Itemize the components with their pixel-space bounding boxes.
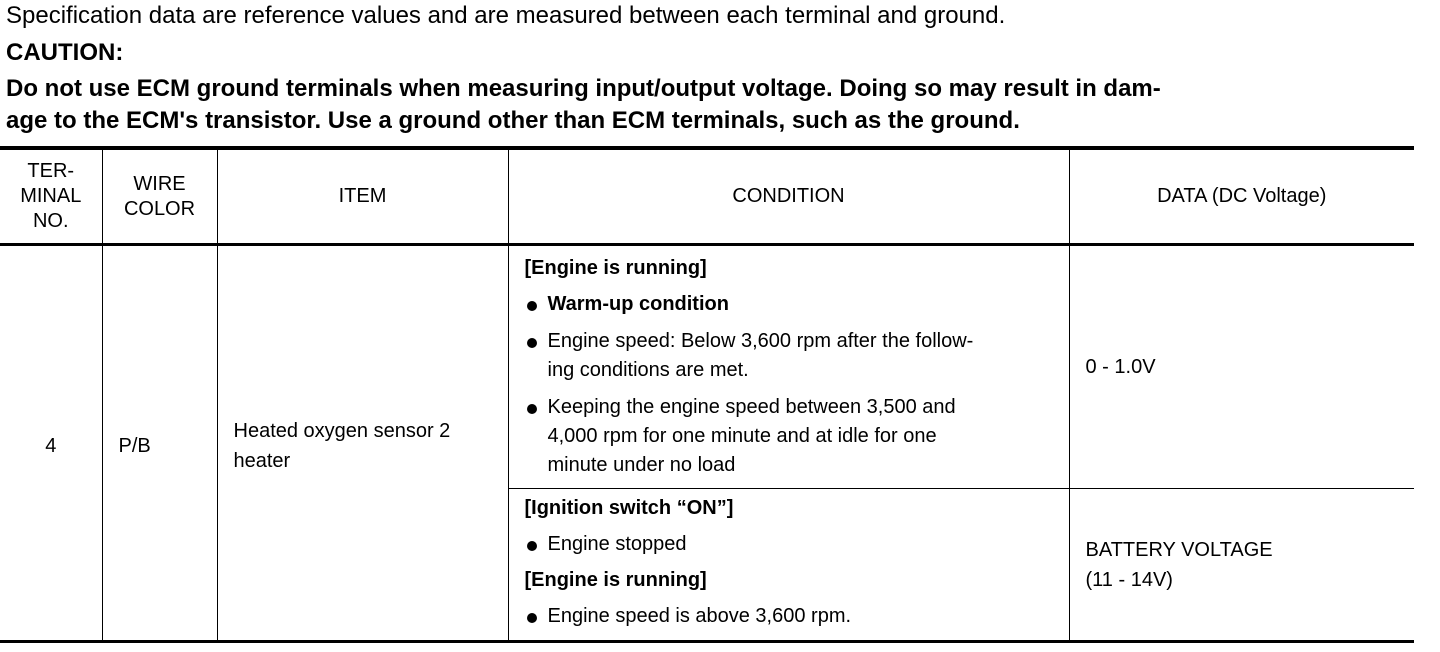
- condition-title: [Ignition switch “ON”]: [524, 497, 734, 519]
- condition-cell: [508, 489, 1069, 642]
- condition-bullet: Engine stopped: [525, 530, 1055, 559]
- condition-title: [Engine is running]: [524, 257, 707, 279]
- condition-title: [Engine is running]: [524, 569, 707, 591]
- terminal-no-cell: 4: [0, 245, 102, 642]
- header-data: DATA (DC Voltage): [1069, 148, 1414, 245]
- header-item: ITEM: [217, 148, 508, 245]
- wire-color-cell: P/B: [102, 245, 217, 642]
- table-header-row: [0, 148, 1414, 245]
- table-row: [0, 245, 1414, 489]
- intro-text: Specification data are reference values and are measured between each terminal and ground.: [6, 2, 1006, 29]
- condition-bullet: Keeping the engine speed between 3,500 and 4,000 rpm for one minute and at idle for one minute under no load: [525, 393, 1055, 480]
- condition-cell: [508, 245, 1069, 489]
- data-cell: BATTERY VOLTAGE (11 - 14V): [1069, 489, 1414, 642]
- caution-text: [6, 73, 1416, 137]
- caution-line: age to the ECM's transistor. Use a ground other than ECM terminals, such as the ground.: [6, 107, 1020, 134]
- condition-bullet: Engine speed: Below 3,600 rpm after the follow- ing conditions are met.: [525, 327, 1055, 385]
- terminal-spec-table: [0, 146, 1414, 643]
- caution-line: Do not use ECM ground terminals when measuring input/output voltage. Doing so may result in dam-: [6, 75, 1161, 102]
- header-condition: CONDITION: [508, 148, 1069, 245]
- condition-bullet: Warm-up condition: [525, 290, 1055, 319]
- data-cell: 0 - 1.0V: [1069, 245, 1414, 489]
- condition-bullet: Engine speed is above 3,600 rpm.: [525, 602, 1055, 631]
- item-cell: Heated oxygen sensor 2 heater: [217, 245, 508, 642]
- caution-heading: CAUTION:: [6, 39, 124, 66]
- header-terminal-no: TER- MINAL NO.: [0, 148, 102, 245]
- header-wire-color: WIRE COLOR: [102, 148, 217, 245]
